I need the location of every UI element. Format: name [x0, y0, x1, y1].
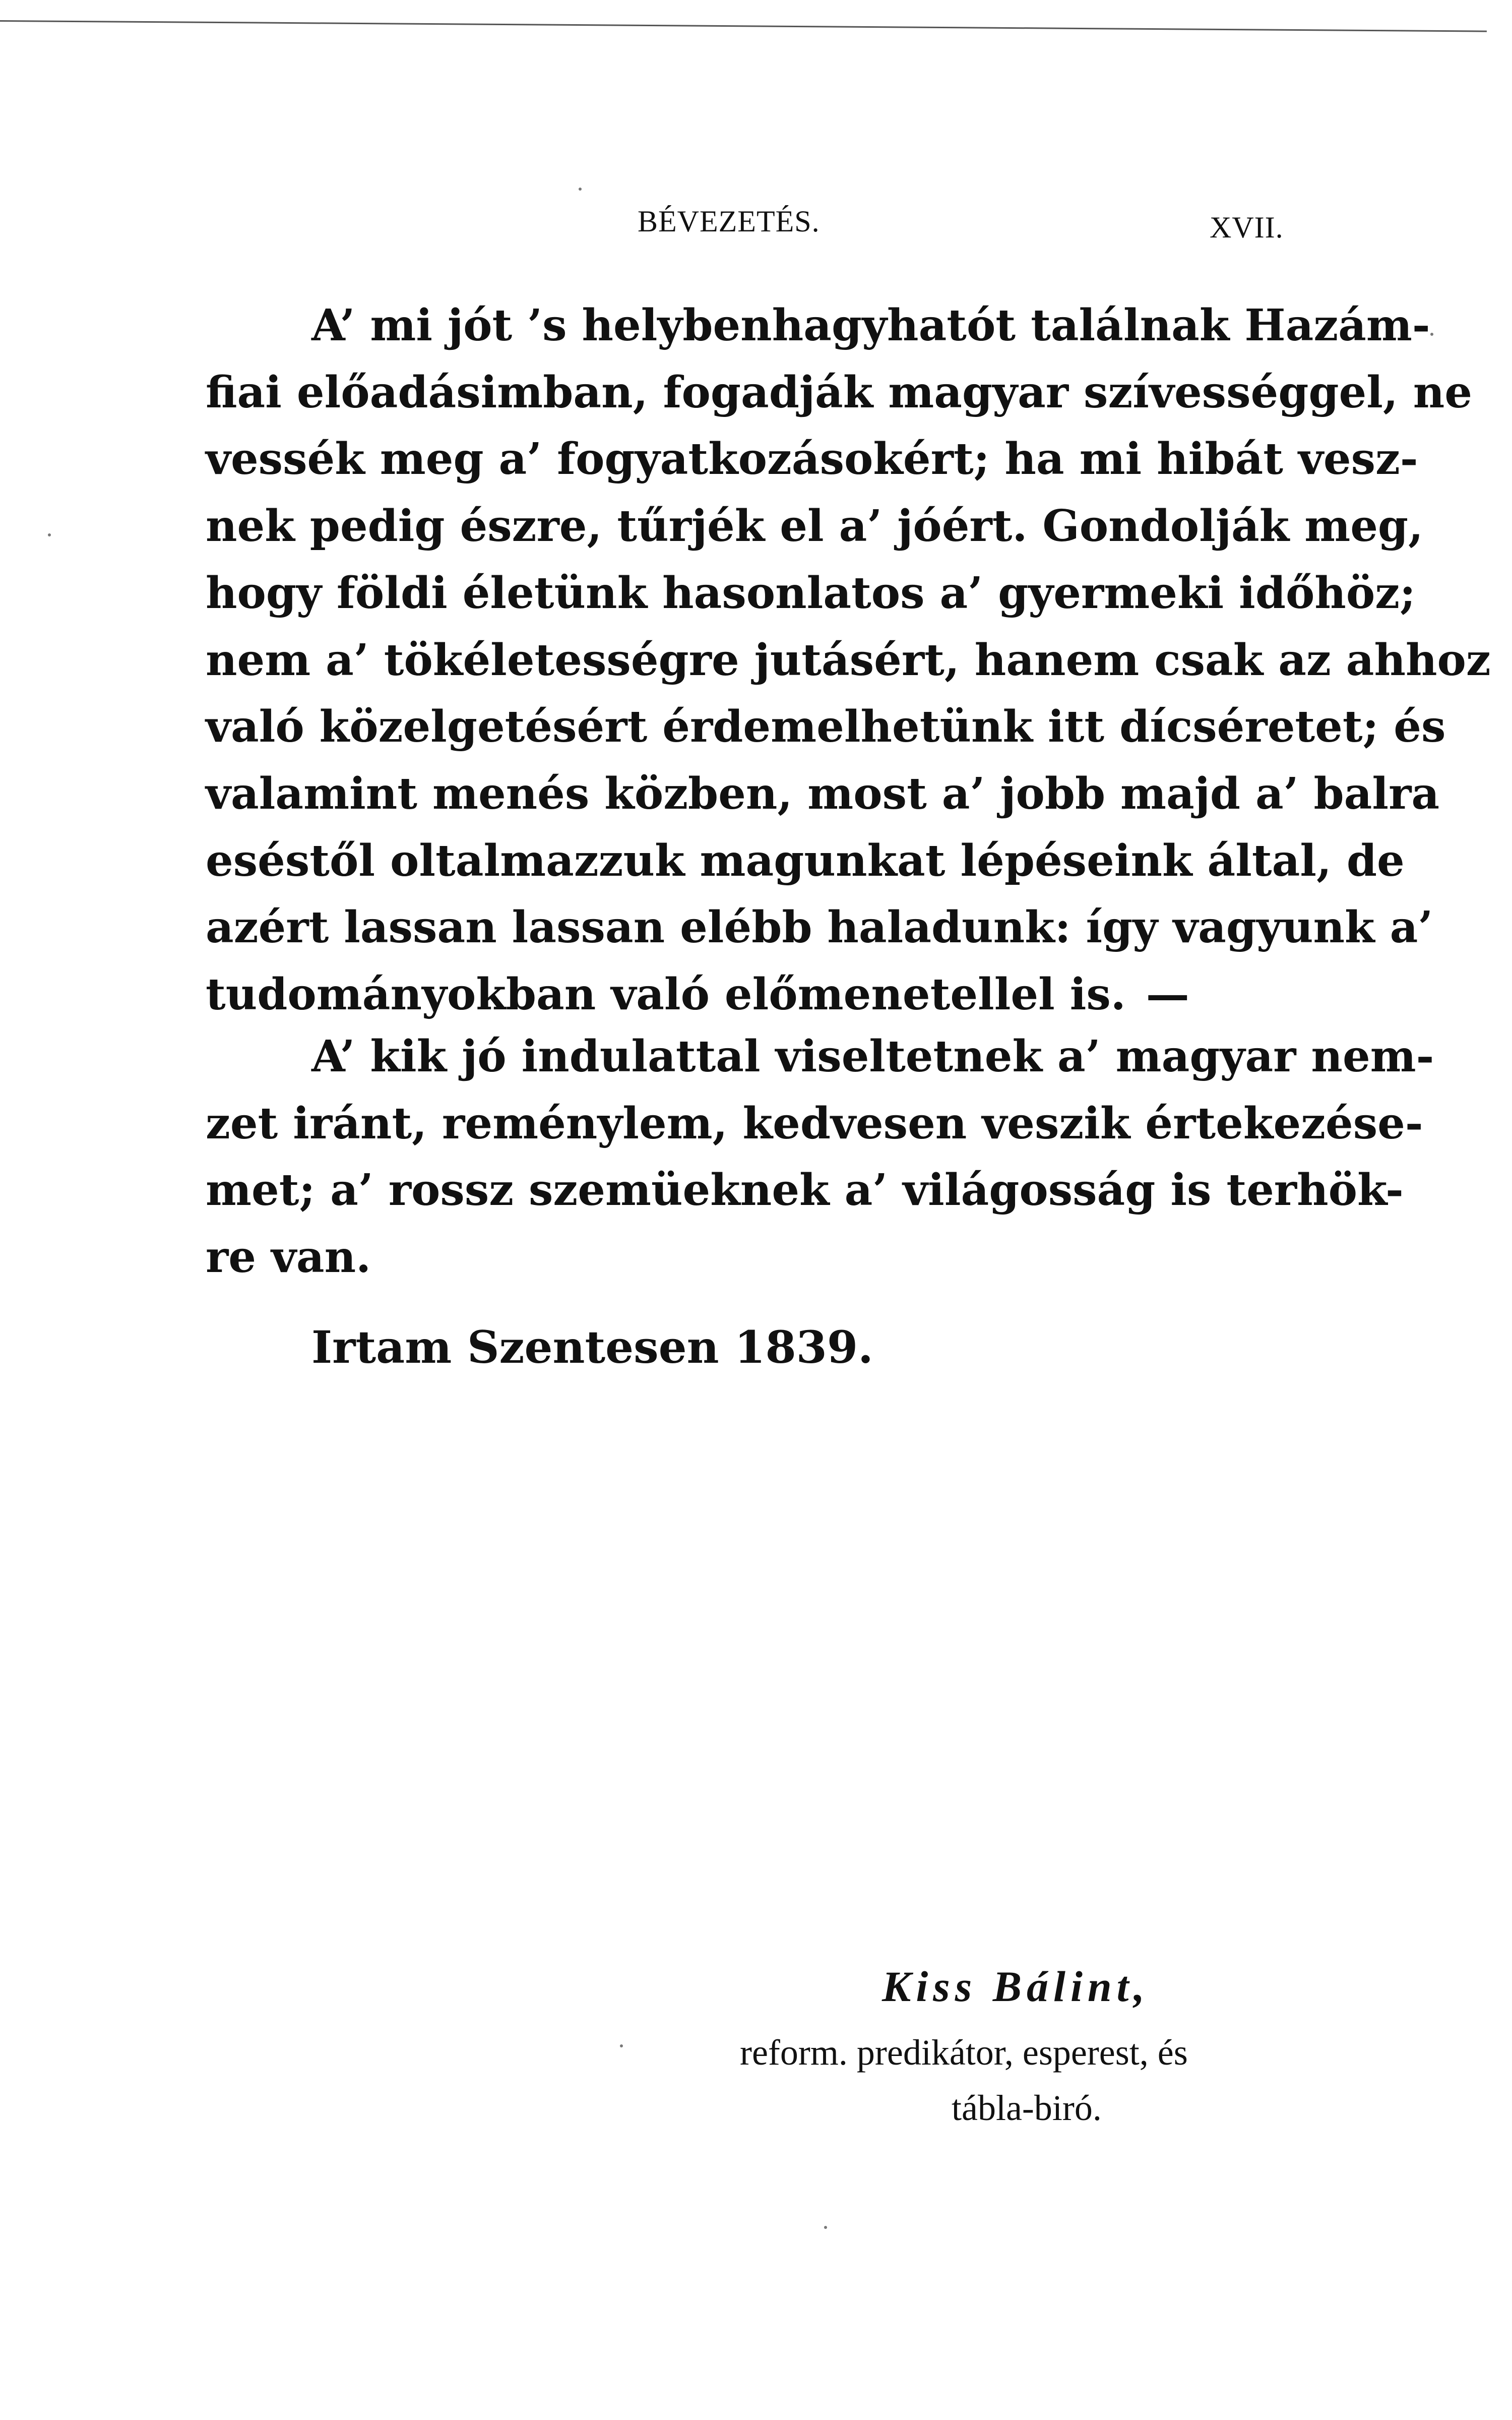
signature-name: Kiss Bálint,	[882, 1962, 1150, 2011]
paper-speck	[824, 2226, 827, 2229]
text-line: zet iránt, reménylem, kedvesen veszik értekezése-	[206, 1098, 1423, 1149]
text-line: fiai előadásimban, fogadják magyar szívességgel, ne	[206, 367, 1472, 418]
dateline: Irtam Szentesen 1839.	[311, 1321, 873, 1373]
text-line: A’ kik jó indulattal viseltetnek a’ magyar nem-	[311, 1031, 1434, 1082]
text-line: nek pedig észre, tűrjék el a’ jóért. Gondolják meg,	[206, 501, 1423, 552]
signature-title-line-2: tábla-biró.	[952, 2088, 1102, 2128]
page-edge-line	[0, 20, 1487, 32]
text-line: eséstől oltalmazzuk magunkat lépéseink által, de	[206, 835, 1405, 886]
running-header	[0, 199, 1512, 255]
paragraph-1	[206, 292, 1491, 1028]
paper-speck	[48, 533, 51, 536]
paper-speck	[579, 188, 582, 191]
text-line: A’ mi jót ’s helybenhagyhatót találnak Hazám-	[311, 300, 1430, 351]
text-line: met; a’ rossz szemüeknek a’ világosság is terhök-	[206, 1165, 1404, 1216]
text-line: re van.	[206, 1232, 371, 1283]
closing-dash: —	[1146, 969, 1189, 1020]
text-line: vessék meg a’ fogyatkozásokért; ha mi hibát vesz-	[206, 434, 1418, 485]
paragraph-2	[206, 1023, 1434, 1291]
signature-title-line-1: reform. predikátor, esperest, és	[740, 2032, 1188, 2073]
text-line: nem a’ tökéletességre jutásért, hanem csak az ahhoz	[206, 634, 1491, 686]
paper-speck	[620, 2044, 623, 2047]
running-title: BÉVEZETÉS.	[638, 205, 820, 238]
text-line: hogy földi életünk hasonlatos a’ gyermeki időhöz;	[206, 567, 1416, 619]
text-line	[206, 961, 1312, 1028]
text-line: való közelgetésért érdemelhetünk itt dícséretet; és	[206, 701, 1446, 753]
text-line: valamint menés közben, most a’ jobb majd a’ balra	[206, 768, 1440, 819]
paper-speck	[1430, 333, 1433, 336]
text-line: azért lassan lassan elébb haladunk: így vagyunk a’	[206, 902, 1433, 953]
text-line-content: tudományokban való előmenetellel is.	[206, 969, 1126, 1020]
page-number: XVII.	[1210, 211, 1284, 244]
